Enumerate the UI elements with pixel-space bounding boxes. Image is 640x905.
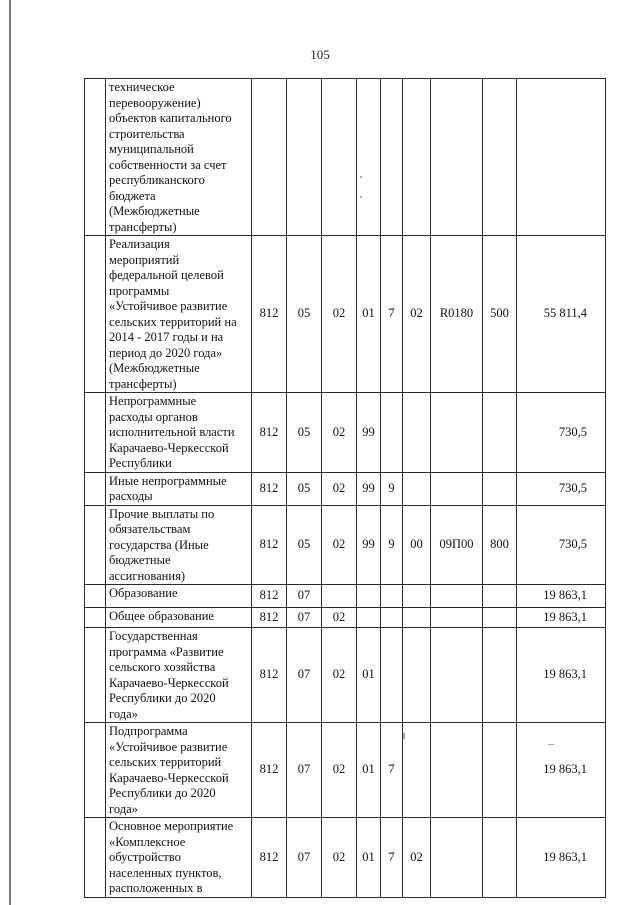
code-subprogram-cell: 7	[381, 818, 403, 898]
code-program-cell: 99	[357, 505, 381, 585]
code-event-cell	[403, 723, 431, 818]
code-pr-cell	[322, 79, 357, 236]
code-rz-cell: 07	[287, 628, 322, 723]
code-subprogram-cell	[381, 393, 403, 473]
code-direction-cell	[431, 393, 483, 473]
code-direction-cell	[431, 608, 483, 628]
row-number-cell	[85, 79, 106, 236]
code-direction-cell: 09П00	[431, 505, 483, 585]
item-name-cell: Общее образование	[106, 608, 252, 628]
item-name-cell: Иные непрограммные расходы	[106, 472, 252, 505]
code-ved-cell: 812	[252, 236, 287, 393]
code-subprogram-cell: 7	[381, 723, 403, 818]
amount-cell: 730,5	[517, 393, 606, 473]
code-rz-cell	[287, 79, 322, 236]
table-row	[85, 236, 606, 393]
amount-cell: 19 863,1	[517, 628, 606, 723]
code-event-cell	[403, 628, 431, 723]
amount-cell: 55 811,4	[517, 236, 606, 393]
code-ved-cell: 812	[252, 505, 287, 585]
code-pr-cell: 02	[322, 236, 357, 393]
code-rz-cell: 05	[287, 393, 322, 473]
row-number-cell	[85, 505, 106, 585]
code-expense-type-cell	[483, 818, 517, 898]
row-number-cell	[85, 472, 106, 505]
table-row	[85, 505, 606, 585]
code-program-cell	[357, 608, 381, 628]
code-subprogram-cell: 9	[381, 472, 403, 505]
code-ved-cell: 812	[252, 472, 287, 505]
item-name-cell: Основное мероприятие «Комплексное обустройство населенных пунктов, расположенных в	[106, 818, 252, 898]
code-subprogram-cell: 7	[381, 236, 403, 393]
table-row	[85, 79, 606, 236]
code-ved-cell: 812	[252, 628, 287, 723]
code-direction-cell	[431, 472, 483, 505]
code-expense-type-cell	[483, 585, 517, 608]
code-program-cell: 01	[357, 628, 381, 723]
amount-cell	[517, 79, 606, 236]
code-program-cell: 01	[357, 723, 381, 818]
item-name-cell: Прочие выплаты по обязательствам государства (Иные бюджетные ассигнования)	[106, 505, 252, 585]
code-pr-cell: 02	[322, 818, 357, 898]
code-program-cell: 01	[357, 818, 381, 898]
code-ved-cell	[252, 79, 287, 236]
code-subprogram-cell	[381, 608, 403, 628]
item-name-cell: Образование	[106, 585, 252, 608]
table-row	[85, 393, 606, 473]
code-expense-type-cell	[483, 393, 517, 473]
code-rz-cell: 05	[287, 236, 322, 393]
scan-edge	[9, 0, 11, 905]
code-direction-cell	[431, 79, 483, 236]
item-name-cell: Реализация мероприятий федеральной целевой программы «Устойчивое развитие сельских территорий на 2014 - 2017 годы и на период до 2020 года» (Межбюджетные трансферты)	[106, 236, 252, 393]
row-number-cell	[85, 393, 106, 473]
code-ved-cell: 812	[252, 723, 287, 818]
table-row	[85, 723, 606, 818]
code-event-cell: 02	[403, 236, 431, 393]
code-event-cell: 00	[403, 505, 431, 585]
code-subprogram-cell	[381, 79, 403, 236]
code-event-cell: 02	[403, 818, 431, 898]
amount-cell: 730,5	[517, 472, 606, 505]
code-direction-cell	[431, 585, 483, 608]
amount-cell: 19 863,1	[517, 723, 606, 818]
code-direction-cell	[431, 628, 483, 723]
row-number-cell	[85, 236, 106, 393]
code-pr-cell: 02	[322, 608, 357, 628]
row-number-cell	[85, 723, 106, 818]
code-program-cell: 99	[357, 393, 381, 473]
code-expense-type-cell	[483, 628, 517, 723]
code-expense-type-cell	[483, 472, 517, 505]
code-program-cell	[357, 79, 381, 236]
code-rz-cell: 07	[287, 608, 322, 628]
code-direction-cell: R0180	[431, 236, 483, 393]
row-number-cell	[85, 628, 106, 723]
code-event-cell	[403, 393, 431, 473]
code-program-cell	[357, 585, 381, 608]
code-event-cell	[403, 79, 431, 236]
code-subprogram-cell	[381, 628, 403, 723]
amount-cell: 730,5	[517, 505, 606, 585]
code-pr-cell: 02	[322, 723, 357, 818]
table-row	[85, 628, 606, 723]
code-pr-cell	[322, 585, 357, 608]
code-rz-cell: 07	[287, 585, 322, 608]
scan-speck	[403, 733, 405, 739]
code-event-cell	[403, 472, 431, 505]
item-name-cell: Подпрограмма «Устойчивое развитие сельских территорий Карачаево-Черкесской Республики до 2020 года»	[106, 723, 252, 818]
code-ved-cell: 812	[252, 393, 287, 473]
code-event-cell	[403, 585, 431, 608]
code-expense-type-cell	[483, 723, 517, 818]
code-program-cell: 01	[357, 236, 381, 393]
scan-speck	[548, 744, 554, 745]
code-pr-cell: 02	[322, 472, 357, 505]
amount-cell: 19 863,1	[517, 608, 606, 628]
amount-cell: 19 863,1	[517, 585, 606, 608]
amount-cell: 19 863,1	[517, 818, 606, 898]
item-name-cell: Непрограммные расходы органов исполнительной власти Карачаево-Черкесской Республики	[106, 393, 252, 473]
code-pr-cell: 02	[322, 628, 357, 723]
code-rz-cell: 07	[287, 723, 322, 818]
code-event-cell	[403, 608, 431, 628]
item-name-cell: техническое перевооружение) объектов капитального строительства муниципальной собственности за счет республиканского бюджета (Межбюджетные трансферты)	[106, 79, 252, 236]
code-direction-cell	[431, 723, 483, 818]
code-program-cell: 99	[357, 472, 381, 505]
code-rz-cell: 07	[287, 818, 322, 898]
code-direction-cell	[431, 818, 483, 898]
table-row	[85, 818, 606, 898]
code-subprogram-cell: 9	[381, 505, 403, 585]
table-row	[85, 608, 606, 628]
code-ved-cell: 812	[252, 608, 287, 628]
code-ved-cell: 812	[252, 585, 287, 608]
table-row	[85, 472, 606, 505]
row-number-cell	[85, 818, 106, 898]
code-expense-type-cell: 800	[483, 505, 517, 585]
budget-table	[84, 78, 606, 898]
row-number-cell	[85, 608, 106, 628]
row-number-cell	[85, 585, 106, 608]
code-subprogram-cell	[381, 585, 403, 608]
scan-speck	[360, 196, 362, 198]
code-rz-cell: 05	[287, 472, 322, 505]
page-number: 105	[310, 47, 330, 62]
code-pr-cell: 02	[322, 505, 357, 585]
scan-speck	[360, 176, 362, 178]
item-name-cell: Государственная программа «Развитие сельского хозяйства Карачаево-Черкесской Республики до 2020 года»	[106, 628, 252, 723]
code-rz-cell: 05	[287, 505, 322, 585]
code-expense-type-cell: 500	[483, 236, 517, 393]
code-ved-cell: 812	[252, 818, 287, 898]
code-pr-cell: 02	[322, 393, 357, 473]
code-expense-type-cell	[483, 79, 517, 236]
table-row	[85, 585, 606, 608]
code-expense-type-cell	[483, 608, 517, 628]
